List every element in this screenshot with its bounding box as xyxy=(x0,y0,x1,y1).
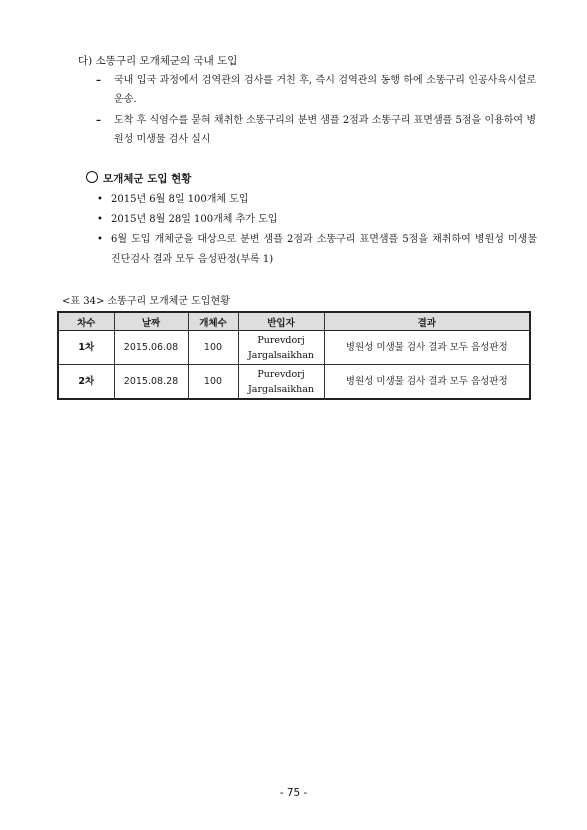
dash-item xyxy=(96,71,536,109)
subsection-heading xyxy=(86,171,191,186)
dash-mark: – xyxy=(96,75,101,86)
cell-order: 1차 xyxy=(58,331,114,365)
import-status-table xyxy=(57,311,531,400)
importer-line: Jargalsaikhan xyxy=(247,383,315,395)
bullet-text: 6월 도입 개체군을 대상으로 분변 샘플 2점과 소똥구리 표면샘플 5점을 채취하여 병원성 미생물 진단검사 결과 모두 음성판정(부록 1) xyxy=(111,234,537,265)
cell-importer xyxy=(238,365,324,400)
bullet-item xyxy=(97,190,537,210)
importer-line: Purevdorj xyxy=(257,334,305,346)
cell-count: 100 xyxy=(188,331,238,365)
importer-line: Jargalsaikhan xyxy=(247,349,315,361)
page-number: - 75 - xyxy=(279,787,308,799)
dash-text: 국내 입국 과정에서 검역관의 검사를 거친 후, 즉시 검역관의 동행 하에 소똥구리 인공사육시설로 운송. xyxy=(114,75,536,105)
cell-count: 100 xyxy=(188,365,238,400)
cell-result: 병원성 미생물 검사 결과 모두 음성판정 xyxy=(324,331,530,365)
cell-date: 2015.08.28 xyxy=(114,365,188,400)
header-importer: 반입자 xyxy=(238,312,324,331)
bullet-item xyxy=(97,230,537,270)
section-heading: 다) 소똥구리 모개체군의 국내 도입 xyxy=(78,55,238,67)
header-result: 결과 xyxy=(324,312,530,331)
bullet-mark: • xyxy=(97,194,103,205)
dash-item xyxy=(96,111,536,149)
table-row xyxy=(58,331,530,365)
header-count: 개체수 xyxy=(188,312,238,331)
bullet-item xyxy=(97,210,537,230)
header-order: 차수 xyxy=(58,312,114,331)
table-caption: <표 34> 소똥구리 모개체군 도입현황 xyxy=(62,296,230,307)
dash-mark: – xyxy=(96,115,101,126)
bullet-mark: • xyxy=(97,234,103,245)
cell-order: 2차 xyxy=(58,365,114,400)
cell-result: 병원성 미생물 검사 결과 모두 음성판정 xyxy=(324,365,530,400)
bullet-mark: • xyxy=(97,214,103,225)
cell-date: 2015.06.08 xyxy=(114,331,188,365)
bullet-text: 2015년 6월 8일 100개체 도입 xyxy=(111,194,249,205)
header-date: 날짜 xyxy=(114,312,188,331)
table-header-row xyxy=(58,312,530,331)
bullet-text: 2015년 8월 28일 100개체 추가 도입 xyxy=(111,214,278,225)
circle-icon xyxy=(86,171,98,183)
dash-text: 도착 후 식염수를 묻혀 채취한 소똥구리의 분변 샘플 2점과 소똥구리 표면샘플 5점을 이용하여 병원성 미생물 검사 실시 xyxy=(114,115,536,145)
cell-importer xyxy=(238,331,324,365)
subsection-heading-text: 모개체군 도입 현황 xyxy=(103,173,192,185)
table-row xyxy=(58,365,530,400)
importer-line: Purevdorj xyxy=(257,368,305,380)
